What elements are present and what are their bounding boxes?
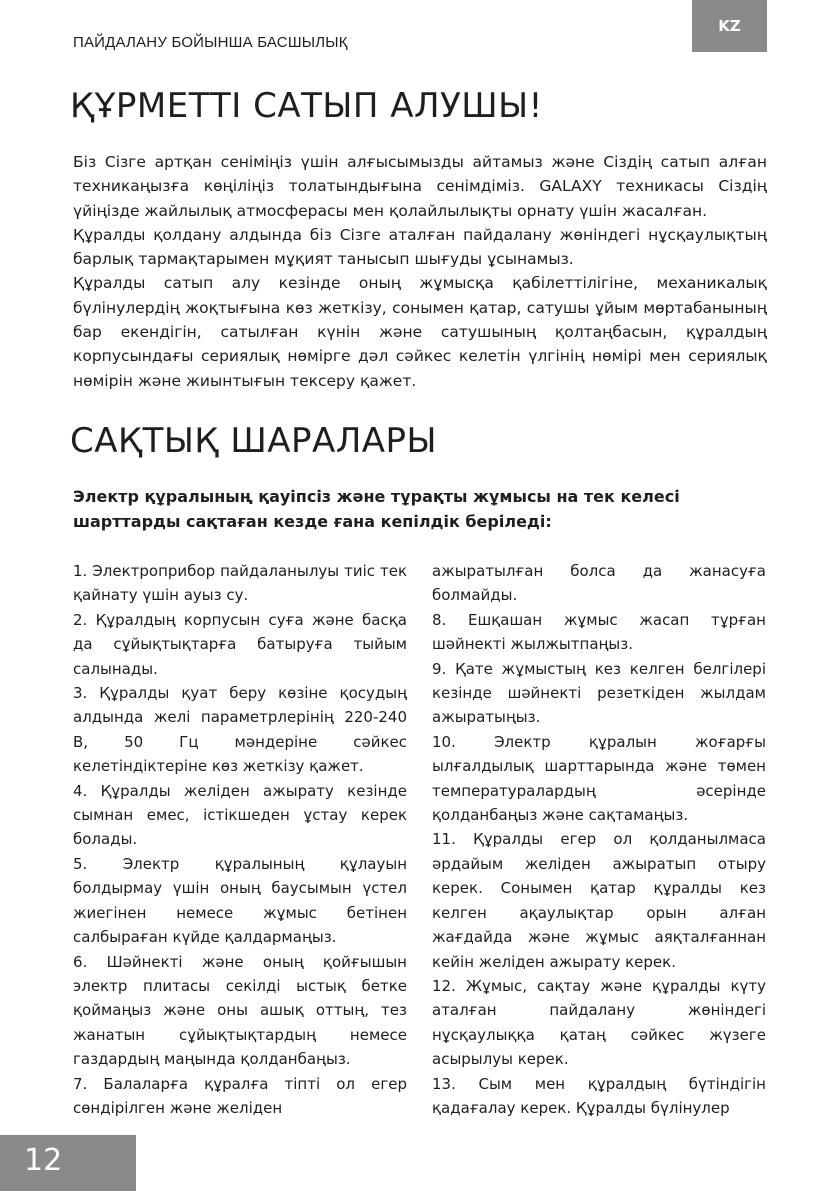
- language-badge: KZ: [692, 0, 767, 52]
- page-title: ҚҰРМЕТТІ САТЫП АЛУШЫ!: [70, 86, 543, 126]
- list-item: 12. Жұмыс, сақтау және құралды күту аталған пайдалану жөніндегі нұсқаулыққа қатаң сәйкес жүзеге асырылуы керек.: [432, 976, 766, 1069]
- intro-paragraph: Құралды қолдану алдында біз Сізге аталған пайдалану жөніндегі нұсқаулықтың барлық тармақтарымен мұқият танысып шығуды ұсынамыз.: [73, 225, 767, 269]
- section-subtitle: Электр құралының қауіпсіз және тұрақты жұмысы на тек келесі шарттарды сақтаған кезде ғана кепілдік беріледі:: [73, 487, 680, 531]
- section-title: САҚТЫҚ ШАРАЛАРЫ: [70, 421, 438, 461]
- precautions-right-column: [432, 559, 766, 1120]
- list-item: 1. Электроприбор пайдаланылуы тиіс тек қайнату үшін ауыз су.: [73, 562, 407, 605]
- intro-paragraph: Құралды сатып алу кезінде оның жұмысқа қабілеттілігіне, механикалық бүлінулердің жоқтығына көз жеткізу, сонымен қатар, сатушы ұйым мөртабанының бар екендігін, сатылған күнін және сатушының қолтаңбасын, құралдың корпусындағы сериялық нөмірге дәл сәйкес келетін үлгінің нөмірі мен сериялық нөмірін және жиынтығын тексеру қажет.: [73, 274, 767, 390]
- list-item: 6. Шәйнекті және оның қойғышын электр плитасы секілді ыстық бетке қоймаңыз және оны ашық оттың, тез жанатын сұйықтықтардың немесе газдардың маңында қолданбаңыз.: [73, 952, 407, 1069]
- list-item: 8. Ешқашан жұмыс жасап тұрған шәйнекті жылжытпаңыз.: [432, 610, 766, 654]
- list-item: 9. Қате жұмыстың кез келген белгілері кезінде шәйнекті резеткіден жылдам ажыратыңыз.: [432, 659, 766, 727]
- precautions-left-column: [73, 559, 407, 1120]
- page-number: 12: [24, 1143, 63, 1178]
- list-item: 3. Құралды қуат беру көзіне қосудың алдында желі параметрлерінің 220-240 В, 50 Гц мәндеріне сәйкес келетіндіктеріне көз жеткізу қажет.: [73, 684, 407, 776]
- list-item: 7. Балаларға құралға тіпті ол егер сөндірілген және желіден: [73, 1074, 407, 1117]
- list-item: 11. Құралды егер ол қолданылмаса әрдайым желіден ажыратып отыру керек. Сонымен қатар құралды кез келген ақаулықтар орын алған жағдайда және жұмыс аяқталғаннан кейін желіден ажырату керек.: [432, 830, 766, 971]
- list-item: 10. Электр құралын жоғарғы ылғалдылық шарттарында және төмен температуралардың әсерінде қолданбаңыз және сақтамаңыз.: [432, 732, 766, 825]
- page-number-box: [0, 1135, 136, 1191]
- list-item: 5. Электр құралының құлауын болдырмау үшін оның баусымын үстел жиегінен немесе жұмыс бетінен салбыраған күйде қалдармаңыз.: [73, 854, 407, 947]
- list-item: 13. Сым мен құралдың бүтіндігін қадағалау керек. Құралды бүлінулер: [432, 1074, 766, 1117]
- intro-paragraph: Біз Сізге артқан сеніміңіз үшін алғысымызды айтамыз және Сіздің сатып алған техникаңызға көңіліңіз толатындығына сенімдіміз. GALAXY техникасы Сіздің үйіңізде жайлылық атмосферасы мен қолайлылықты орнату үшін жасалған.: [73, 153, 767, 220]
- list-item: 4. Құралды желіден ажырату кезінде сымнан емес, істікшеден ұстау керек болады.: [73, 781, 407, 849]
- list-item: ажыратылған болса да жанасуға болмайды.: [432, 562, 766, 605]
- intro-text: [73, 150, 767, 393]
- list-item: 2. Құралдың корпусын суға және басқа да сұйықтықтарға батыруға тыйым салынады.: [73, 610, 407, 678]
- running-header: ПАЙДАЛАНУ БОЙЫНША БАСШЫЛЫҚ: [73, 34, 348, 51]
